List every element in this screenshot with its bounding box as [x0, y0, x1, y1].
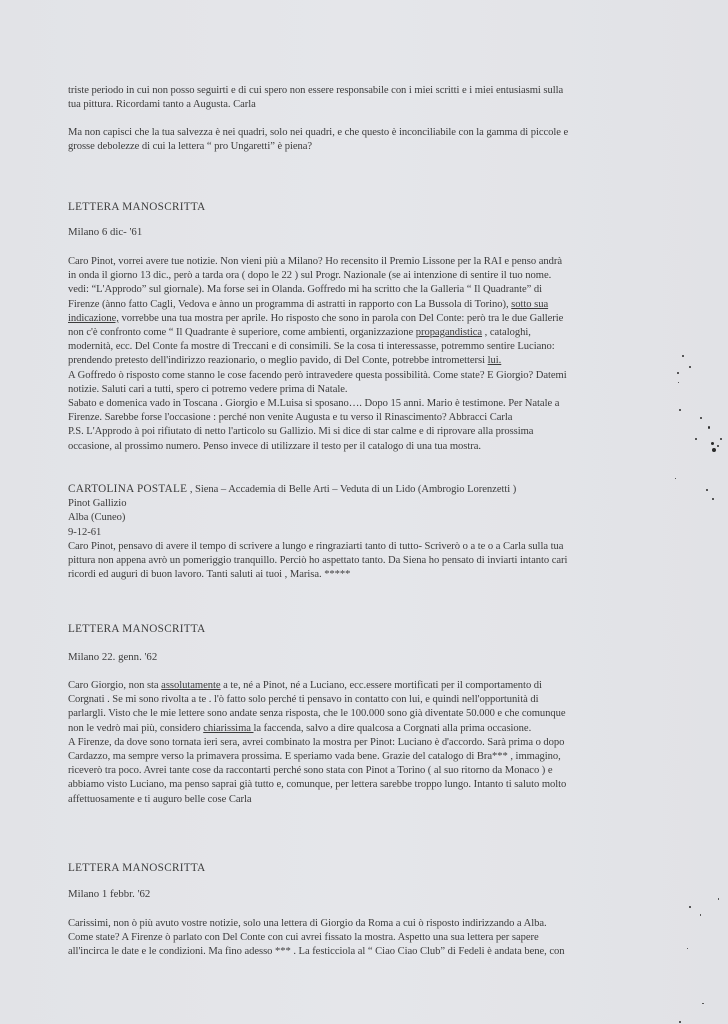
text-line: [68, 679, 658, 693]
letter-date: Milano 1 febbr. '62: [68, 888, 151, 900]
text-line: all'incirca le date e le condizioni. Ma fino adesso *** . La festicciola al “ Ciao Ciao Club” di Fedeli è andata bene, con: [68, 946, 565, 958]
text-line: [68, 312, 658, 326]
text-line: [68, 326, 658, 340]
speck: [689, 366, 691, 368]
speck: [689, 906, 691, 908]
text-line: P.S. L'Approdo à poi rifiutato di netto l'articolo su Gallizio. Mi si dice di star calme e di riprovare alla prossima: [68, 426, 534, 438]
section-heading: CARTOLINA POSTALE: [68, 483, 188, 495]
text-line: [68, 298, 658, 312]
text-line: modernità, ecc. Del Conte fa mostre di Treccani e di consimili. Se la cosa ti interessasse, potremmo sentire Luciano:: [68, 341, 555, 353]
postcard-subtitle: , Siena – Accademia di Belle Arti – Veduta di un Lido (Ambrogio Lorenzetti ): [187, 484, 517, 495]
text-line: Ma non capisci che la tua salvezza è nei quadri, solo nei quadri, e che questo è inconciliabile con la gamma di piccole e: [68, 127, 569, 138]
text-line: pittura non appena avrò un pomeriggio tranquillo. Perciò ho aspettato tanto. Da Siena ho pensato di inviarti intanto cari: [68, 555, 568, 567]
text-line: A Goffredo ò risposto come stanno le cose facendo però intravedere questa possibilità. Come state? E Giorgio? Datemi: [68, 369, 567, 381]
section-heading: LETTERA MANOSCRITTA: [68, 862, 206, 874]
postcard-heading-line: [68, 482, 658, 497]
text-line: [68, 722, 658, 736]
handwritten-note: [68, 126, 658, 154]
text-line: tua pittura. Ricordami tanto a Augusta. Carla: [68, 99, 256, 111]
speck: [706, 489, 708, 491]
speck: [711, 442, 714, 445]
letter-body: [68, 255, 658, 454]
letter-date: Milano 22. genn. '62: [68, 651, 158, 663]
speck: [675, 478, 676, 479]
postcard-section: [68, 482, 658, 582]
speck: [700, 914, 701, 916]
text-line: grosse debolezze di cui la lettera “ pro Ungaretti” è piena?: [68, 141, 313, 153]
text-line: notizie. Saluti cari a tutti, spero ci potremo vedere prima di Natale.: [68, 383, 348, 395]
text-line: Come state? A Firenze ò parlato con Del Conte con cui avrei fissato la mostra. Aspetto una sua lettera per sapere: [68, 932, 539, 944]
text-line: parlargli. Visto che le mie lettere sono andate senza risposta, che le 100.000 sono già diventate 50.000 e che comunque: [68, 708, 566, 720]
text-line: A Firenze, da dove sono tornata ieri sera, avrei combinato la mostra per Pinot: Luciano è d'accordo. Sarà prima o dopo: [68, 736, 565, 748]
text-line: Caro Pinot, pensavo di avere il tempo di scrivere a lungo e ringraziarti tanto di tutto- Scriverò o a te o a Carla sulla tua: [68, 540, 564, 552]
underlined-text: indicazione,: [68, 312, 119, 324]
text-span: a te, né a Pinot, né a Luciano, ecc.essere mortificati per il comportamento di: [220, 680, 542, 691]
text-span: vorrebbe una tua mostra per aprile. Ho risposto che sono in parola con Del Conte: però tra le due Gallerie: [121, 312, 564, 324]
section-heading: LETTERA MANOSCRITTA: [68, 623, 206, 635]
speck: [717, 445, 719, 447]
text-line: Corgnati . Se mi sono rivolta a te . l'ò fatto solo perché ti pensavo in contatto con lui, e quindi nell'opportunità di: [68, 694, 539, 706]
text-span: non c'è confronto come “ Il Quadrante è superiore, come ambienti, organizzazione: [68, 327, 414, 339]
speck: [708, 426, 710, 429]
text-line: vedi: “L'Approdo” sul giornale). Ma forse sei in Olanda. Goffredo mi ha scritto che la Galleria “ Il Quadrante” di: [68, 284, 543, 296]
text-line: Cardazzo, ma sempre verso la primavera prossima. E speriamo vada bene. Grazie del catalogo di Bra*** , immagino,: [68, 751, 561, 763]
text-line: Carissimi, non ò più avuto vostre notizie, solo una lettera di Giorgio da Roma a cui ò risposto indirizzando a Alba.: [68, 918, 547, 929]
letter-date: Milano 6 dic- '61: [68, 226, 143, 238]
speck: [720, 438, 722, 440]
previous-letter-ending: [68, 84, 658, 112]
speck: [682, 355, 684, 357]
letter-body: [68, 917, 658, 960]
recipient-place: Alba (Cuneo): [68, 512, 126, 524]
postcard-date: 9-12-61: [68, 526, 102, 538]
text-line: triste periodo in cui non posso seguirti e di cui spero non essere responsabile con i miei scritti e i miei entusiasmi sulla: [68, 85, 564, 96]
speck: [679, 409, 681, 411]
text-span: non le vedrò mai più, considero: [68, 722, 204, 734]
underlined-text: propagandistica: [415, 327, 483, 339]
recipient-name: Pinot Gallizio: [68, 498, 127, 510]
text-line: Firenze. Sarebbe forse l'occasione : perché non venite Augusta e tu verso il Rinascimento? Abbracci Carla: [68, 412, 513, 424]
speck: [677, 372, 679, 374]
text-line: [68, 354, 658, 368]
underlined-text: lui.: [487, 355, 502, 367]
speck: [712, 448, 716, 452]
underlined-text: assolutamente: [161, 680, 221, 691]
text-line: affettuosamente e ti auguro belle cose Carla: [68, 793, 252, 805]
underlined-text: sotto sua: [511, 298, 549, 310]
speck: [678, 382, 679, 383]
text-line: Sabato e domenica vado in Toscana . Giorgio e M.Luisa si sposano…. Dopo 15 anni. Mario è testimone. Per Natale a: [68, 398, 560, 410]
text-span: la faccenda, salvo a dire qualcosa a Corgnati alla prima occasione.: [253, 722, 532, 734]
text-line: Caro Pinot, vorrei avere tue notizie. Non vieni più a Milano? Ho recensito il Premio Lissone per la RAI e penso andrà: [68, 256, 562, 267]
text-line: occasione, al prossimo numero. Penso invece di utilizzare il testo per il catalogo di una tua mostra.: [68, 440, 481, 452]
text-line: riceverò tra poco. Avrei tante cose da raccontarti perché sono stata con Pinot a Torino ( al suo ritorno da Monaco ) e: [68, 765, 553, 777]
text-span: prendendo pretesto dell'indirizzo reazionario, o meglio pavido, di Del Conte, potrebbe intromettersi: [68, 355, 486, 367]
speck: [718, 898, 719, 900]
text-line: ricordi ed auguri di buon lavoro. Tanti saluti ai tuoi , Marisa. *****: [68, 569, 351, 581]
text-span: Caro Giorgio, non sta: [68, 680, 162, 691]
text-line: abbiamo visto Luciano, ma penso saprai già tutto e, comunque, per lettera sarebbe troppo lungo. Intanto ti saluto molto: [68, 779, 567, 791]
text-span: Firenze (ànno fatto Cagli, Vedova e ànno un programma di astratti in rapporto con La Bussola di Torino),: [68, 298, 509, 310]
section-heading: LETTERA MANOSCRITTA: [68, 201, 206, 213]
speck: [695, 438, 697, 440]
speck: [687, 948, 688, 949]
text-line: in onda il giorno 13 dic., però a tarda ora ( dopo le 22 ) sul Progr. Nazionale (se ai intenzione di sentire il tuo nome.: [68, 270, 552, 282]
speck: [700, 417, 702, 419]
speck: [679, 1021, 681, 1023]
text-span: , cataloghi,: [482, 327, 531, 339]
underlined-text: chiarissima: [203, 722, 254, 734]
speck: [702, 1003, 704, 1004]
speck: [712, 498, 714, 500]
letter-body: [68, 679, 658, 807]
